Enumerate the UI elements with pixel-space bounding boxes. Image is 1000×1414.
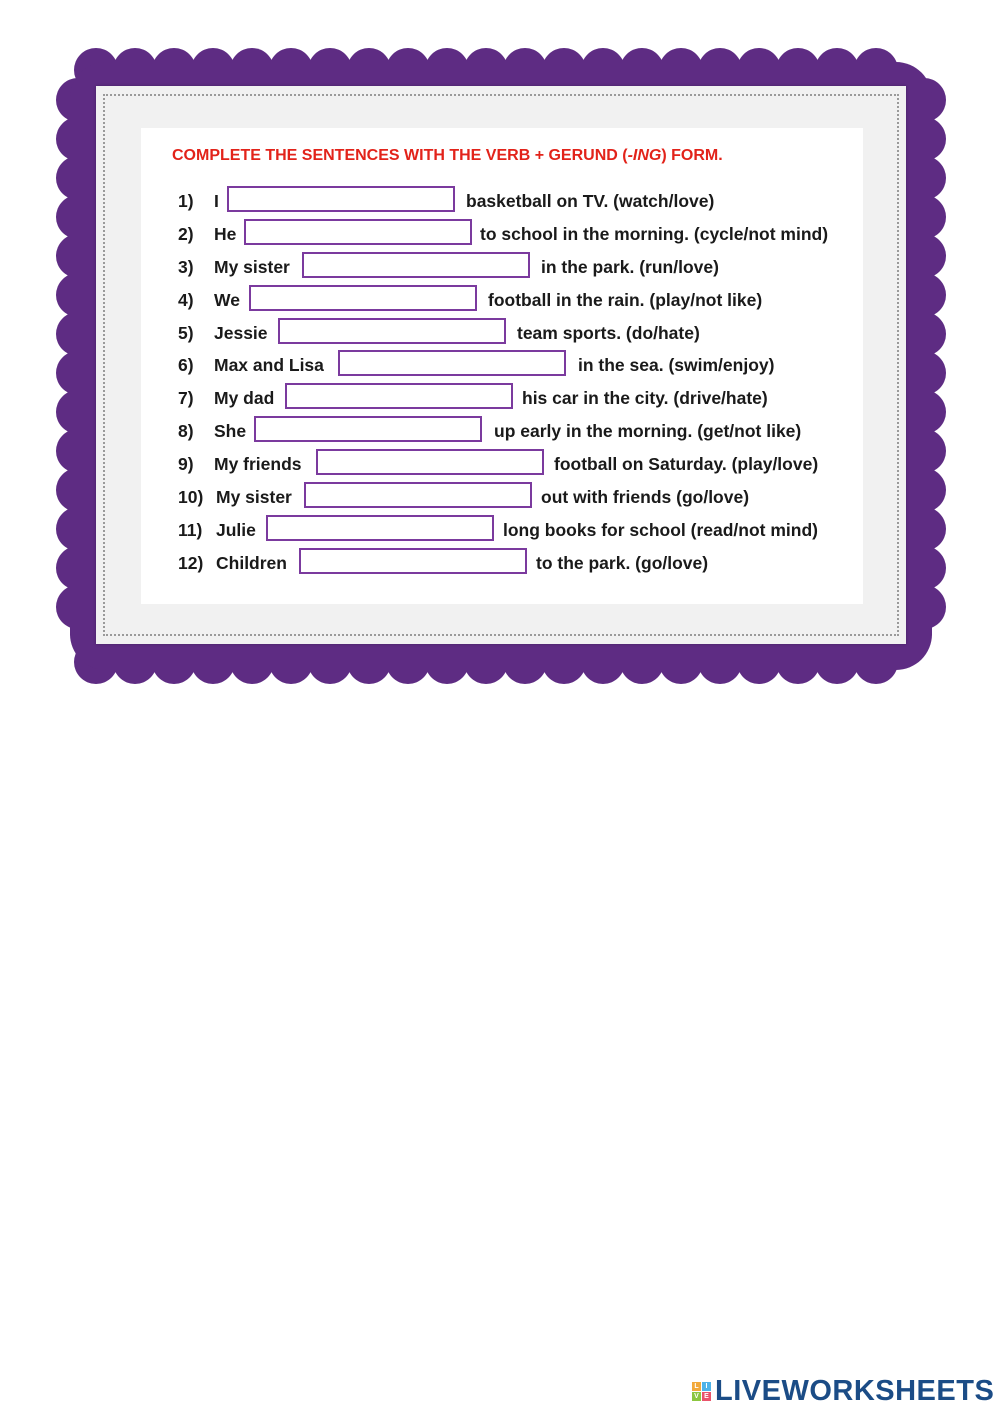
sentence-number: 4) bbox=[178, 290, 194, 310]
sentence-rest: in the park. (run/love) bbox=[541, 257, 719, 277]
instruction-title: COMPLETE THE SENTENCES WITH THE VERB + GERUND (-ING) FORM. bbox=[172, 147, 723, 164]
answer-input[interactable] bbox=[254, 416, 482, 442]
sentence-number: 7) bbox=[178, 388, 194, 408]
answer-input[interactable] bbox=[244, 219, 472, 245]
answer-input[interactable] bbox=[285, 383, 513, 409]
sentence-rest: out with friends (go/love) bbox=[541, 487, 750, 507]
sentence-row bbox=[0, 548, 1000, 578]
answer-input[interactable] bbox=[227, 186, 455, 212]
sentence-row bbox=[0, 186, 1000, 216]
sentence-number: 1) bbox=[178, 191, 194, 211]
sentence-row bbox=[0, 383, 1000, 413]
sentence-rest: his car in the city. (drive/hate) bbox=[522, 388, 768, 408]
sentence-rest: in the sea. (swim/enjoy) bbox=[578, 355, 775, 375]
sentence-subject: She bbox=[214, 421, 247, 441]
sentence-subject: I bbox=[214, 191, 219, 211]
sentence-subject: Max and Lisa bbox=[214, 355, 324, 375]
sentence-subject: Children bbox=[216, 553, 287, 573]
sentence-rest: basketball on TV. (watch/love) bbox=[466, 191, 715, 211]
sentence-rest: up early in the morning. (get/not like) bbox=[494, 421, 802, 441]
sentence-number: 5) bbox=[178, 323, 194, 343]
sentence-number: 11) bbox=[178, 520, 203, 540]
answer-input[interactable] bbox=[266, 515, 494, 541]
logo-block: L bbox=[692, 1382, 701, 1391]
logo-blocks-icon bbox=[692, 1382, 711, 1401]
sentence-number: 3) bbox=[178, 257, 194, 277]
sentence-subject: Jessie bbox=[214, 323, 268, 343]
sentence-subject: My dad bbox=[214, 388, 275, 408]
sentence-number: 10) bbox=[178, 487, 204, 507]
answer-input[interactable] bbox=[249, 285, 477, 311]
sentence-subject: He bbox=[214, 224, 237, 244]
sentence-rest: long books for school (read/not mind) bbox=[503, 520, 818, 540]
answer-input[interactable] bbox=[338, 350, 566, 376]
sentence-subject: We bbox=[214, 290, 240, 310]
logo-block: E bbox=[702, 1392, 711, 1401]
sentence-row bbox=[0, 350, 1000, 380]
sentence-number: 2) bbox=[178, 224, 194, 244]
answer-input[interactable] bbox=[299, 548, 527, 574]
liveworksheets-logo bbox=[692, 1374, 994, 1408]
logo-block: I bbox=[702, 1382, 711, 1391]
sentence-rest: to school in the morning. (cycle/not mind) bbox=[480, 224, 829, 244]
sentence-row bbox=[0, 219, 1000, 249]
sentence-rest: team sports. (do/hate) bbox=[517, 323, 700, 343]
sentence-rest: football on Saturday. (play/love) bbox=[554, 454, 819, 474]
logo-block: V bbox=[692, 1392, 701, 1401]
sentence-subject: My friends bbox=[214, 454, 302, 474]
sentence-subject: Julie bbox=[216, 520, 256, 540]
answer-input[interactable] bbox=[304, 482, 532, 508]
sentence-rest: football in the rain. (play/not like) bbox=[488, 290, 763, 310]
sentence-rest: to the park. (go/love) bbox=[536, 553, 709, 573]
sentence-number: 8) bbox=[178, 421, 194, 441]
sentence-number: 9) bbox=[178, 454, 194, 474]
sentence-row bbox=[0, 482, 1000, 512]
brand-name: LIVEWORKSHEETS bbox=[715, 1374, 995, 1407]
sentence-number: 12) bbox=[178, 553, 204, 573]
sentence-row bbox=[0, 416, 1000, 446]
sentence-row bbox=[0, 252, 1000, 282]
sentence-row bbox=[0, 449, 1000, 479]
answer-input[interactable] bbox=[302, 252, 530, 278]
sentence-number: 6) bbox=[178, 355, 194, 375]
sentence-subject: My sister bbox=[216, 487, 292, 507]
sentence-row bbox=[0, 515, 1000, 545]
sentence-subject: My sister bbox=[214, 257, 290, 277]
answer-input[interactable] bbox=[316, 449, 544, 475]
answer-input[interactable] bbox=[278, 318, 506, 344]
sentence-row bbox=[0, 285, 1000, 315]
sentence-row bbox=[0, 318, 1000, 348]
